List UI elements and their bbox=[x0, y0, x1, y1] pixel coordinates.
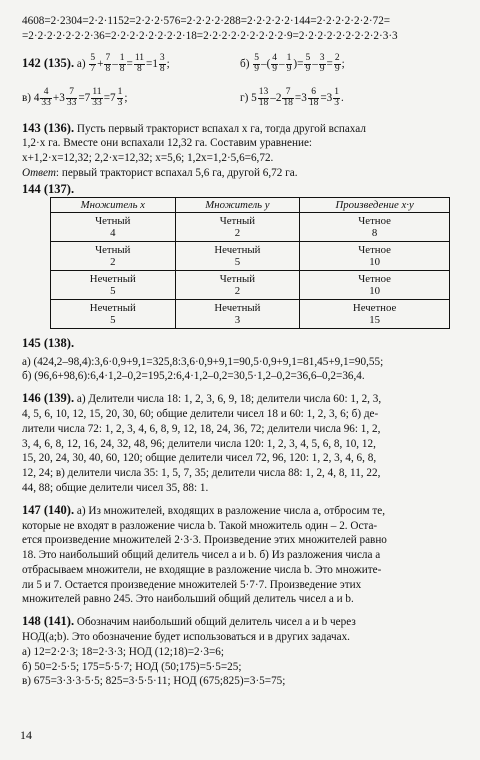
problem-147: 147 (140). а) Из множителей, входящих в разложение числа a, отбросим те, которые не входят в разложение числа b. Такой множитель один – 2. Оста- ется произведение множителей 2·3·3. Произведение этих множителей равно 18. Это наибольший общий делитель чисел a и b. б) Из разложения числа a отбрасываем множители, не входящие в разложение числа b. Это множите- ли 5 и 7. Остается произведение множителей 5·7·7. Произведение этих множителей равно 245. Это наибольший общий делитель чисел a и b. bbox=[22, 502, 387, 606]
factorization-line-1: 4608=2·2304=2·2·1152=2·2·2·576=2·2·2·2·288=2·2·2·2·2·144=2·2·2·2·2·2·72= bbox=[22, 15, 391, 27]
answer-label: Ответ bbox=[22, 166, 56, 179]
multiplication-parity-table bbox=[50, 197, 450, 329]
problem-142-b: б) $\frac{5}{9}$ –( $\frac{4}{9}$ – $\frac{1}{9}$ )= $\frac{5}{9}$ – $\frac{3}{9}$ = $\frac{2}{9}$ ; bbox=[240, 53, 345, 75]
table-cell: Нечетный 5 bbox=[51, 300, 176, 329]
table-cell: Четное 8 bbox=[300, 213, 450, 242]
problem-148-number: 148 (141). bbox=[22, 614, 75, 629]
table-cell: Четное 10 bbox=[300, 242, 450, 271]
problem-145: 145 (138). а) (424,2–98,4):3,6·0,9+9,1=325,8:3,6·0,9+9,1=90,5·0,9+9,1=81,45+9,1=90,55; б) (96,6+98,6):6,4·1,2–0,2=195,2:6,4·1,2–0,2=30,5·1,2–0,2=36,6–0,2=36,4. bbox=[22, 335, 466, 384]
table-header-row bbox=[51, 198, 450, 213]
table-row bbox=[51, 213, 450, 242]
table-row bbox=[51, 271, 450, 300]
problem-145-number: 145 (138). bbox=[22, 336, 75, 351]
table-cell: Нечетный 3 bbox=[175, 300, 300, 329]
table-header: Множитель x bbox=[51, 198, 176, 213]
table-row bbox=[51, 300, 450, 329]
table-cell: Четный 4 bbox=[51, 213, 176, 242]
factorization-line-2: =2·2·2·2·2·2·2·36=2·2·2·2·2·2·2·2·18=2·2·2·2·2·2·2·2·2·9=2·2·2·2·2·2·2·2·2·3·3 bbox=[22, 29, 398, 42]
table-row bbox=[51, 242, 450, 271]
problem-148: 148 (141). Обозначим наибольший общий делитель чисел a и b через НОД(a;b). Это обозначение будет использоваться и в других задачах. а) 12=2·2·3; 18=2·3·3; НОД (12;18)=2·3=6; б) 50=2·5·5; 175=5·5·7; НОД (50;175)=5·5=25; в) 675=3·3·3·5·5; 825=3·5·5·11; НОД (675;825)=3·5=75; bbox=[22, 614, 356, 688]
table-header: Произведение x·y bbox=[300, 198, 450, 213]
problem-146: 146 (139). а) Делители числа 18: 1, 2, 3, 6, 9, 18; делители числа 60: 1, 2, 3, 4, 5, 6, 10, 12, 15, 20, 30, 60; общие делители чисел 18 и 60: 1, 2, 3, 6; б) де- лители числа 72: 1, 2, 3, 4, 6, 8, 9, 12, 18, 24, 36, 72; делители числа 96: 1, 2, 3, 4, 6, 8, 12, 16, 24, 32, 48, 96; делители числа 120: 1, 2, 3, 4, 5, 6, 8, 10, 12, 15, 20, 24, 30, 40, 60, 120; общие делители чисел 72, 96, 120: 1, 2, 3, 4, 6, 8, 12, 24; в) делители числа 35: 1, 5, 7, 35; делители числа 88: 1, 2, 4, 8, 11, 22, 44, 88; общие делители чисел 35, 88: 1. bbox=[22, 391, 382, 494]
problem-142-row-2: в) 4 $\frac{4}{33}$ +3 $\frac{7}{33}$ =7 $\frac{11}{33}$ =7 $\frac{1}{3}$ ; г) 5 $\frac{13}{18}$ –2 $\frac{7}{18}$ =3 $\frac{6}{18}$ =3 $\frac{1}{3}$ . bbox=[22, 87, 344, 109]
problem-143-number: 143 (136). bbox=[22, 120, 75, 135]
problem-142-number: 142 (135). bbox=[22, 56, 75, 71]
table-cell: Нечетный 5 bbox=[175, 242, 300, 271]
problem-143: 143 (136). Пусть первый тракторист вспахал x га, тогда другой вспахал 1,2·x га. Вместе они вспахали 12,32 га. Составим уравнение: x+1,2·x=12,32; 2,2·x=12,32; x=5,6; 1,2x=1,2·5,6=6,72. Ответ: первый тракторист вспахал 5,6 га, другой 6,72 га. bbox=[22, 120, 366, 179]
problem-144-number: 144 (137). bbox=[22, 181, 75, 196]
problem-146-number: 146 (139). bbox=[22, 391, 75, 406]
table-cell: Нечетное 15 bbox=[300, 300, 450, 329]
table-cell: Четный 2 bbox=[51, 242, 176, 271]
problem-147-number: 147 (140). bbox=[22, 502, 75, 517]
problem-142-g: г) 5 $\frac{13}{18}$ –2 $\frac{7}{18}$ =3 $\frac{6}{18}$ =3 $\frac{1}{3}$ . bbox=[240, 87, 344, 109]
table-header: Множитель y bbox=[175, 198, 300, 213]
table-cell: Четный 2 bbox=[175, 271, 300, 300]
table-cell: Четный 2 bbox=[175, 213, 300, 242]
table-cell: Нечетный 5 bbox=[51, 271, 176, 300]
problem-142-row-1: 142 (135). а) $\frac{5}{7}$ + $\frac{7}{8}$ – $\frac{1}{8}$ = $\frac{11}{8}$ =1 $\frac{3}{8}$ ; б) $\frac{5}{9}$ –( $\frac{4}{9}$ – $\frac{1}{9}$ )= $\frac{5}{9}$ – $\frac{3}{9}$ = $\frac{2}{9}$ ; bbox=[22, 53, 345, 75]
table-cell: Четное 10 bbox=[300, 271, 450, 300]
page-number: 14 bbox=[20, 728, 32, 742]
